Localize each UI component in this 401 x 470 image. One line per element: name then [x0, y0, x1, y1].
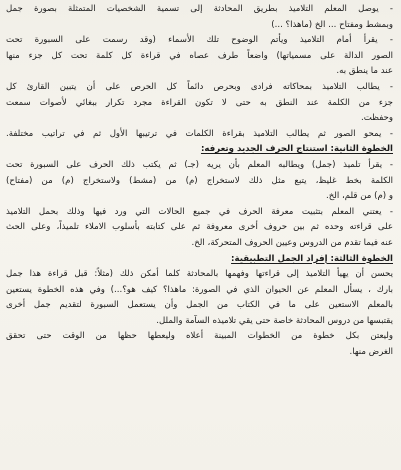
- text-line: الصور الدالة على مسمياتها) واضعاً طرف عصاه في قراءة كل كلمة تحت كل جزء منها: [6, 50, 393, 61]
- text-line: - يقرأ تلميذ (جمل) ويطالبه المعلم بأن يريه (جـ) ثم يكتب ذلك الحرف على السبورة تحت: [6, 159, 393, 170]
- text-line: وحفظت.: [360, 113, 393, 124]
- text-line: عنه فيما تقدم من الدروس وعيين الحروف المتحركة، الخ.: [191, 237, 393, 248]
- text-line: - يقرأ أمام التلاميذ ويأتم الوضوح تلك الأسماء (وقد رسمت على السبورة تحت: [6, 35, 393, 46]
- text-line: - يطالب التلاميذ بمحاكاته فرادى وبحرص دائماً كل الحرص على أن يتبين القارئ كل: [6, 81, 393, 92]
- text-line: على قراءته وحده ثم بين حروف أخرى معروفة ثم على كتابته بأسلوب الاملاء تلميذاً، وعلى الحث: [6, 222, 393, 233]
- text-line: الغرض منها.: [349, 347, 393, 358]
- text-line: يقتبسها من دروس المحادثة خاصة حتى يقي تلاميذه السآمة والملل.: [156, 315, 393, 326]
- text-line: - يمحو الصور ثم يطالب التلاميذ بقراءة الكلمات في ترتيبها الأول ثم في تراتيب مختلفة.: [6, 128, 393, 139]
- text-line: وبمشط ومفتاح ... الخ (ماهذا؟ ...): [271, 19, 393, 30]
- text-line: - يعتني المعلم بتثبيت معرفة الحرف في جميع الحالات التي ورد فيها وذلك بحمل التلاميذ: [6, 206, 393, 217]
- text-line: يحسن أن يهيأ التلاميذ إلى قراءتها وفهمها بالمحادثة كلما أمكن ذلك (مثلاً: قبل قراءة هذا جمل: [6, 269, 393, 280]
- text-line: بارك ، يسأل المعلم عن الحيوان الذي في الصورة: ماهذا؟ كيف هو؟...) وفي هذه الخطوة يستعين: [6, 284, 393, 295]
- text-line: الكلمة بخط غليظ، يتبع مثل ذلك لاستخراج (م) من (مشط) ولاستخراج (م) من (مفتاح): [6, 175, 393, 186]
- section-heading-step-two: الخطوة الثانية: استنتاج الحرف الجديد وتعرفه:: [200, 144, 393, 155]
- text-line: وليعتن بكل خطوة من الخطوات المبينة أعلاه وليعطها حظها من الوقت حتى تحقق: [6, 331, 393, 342]
- text-line: - يوصل المعلم التلاميذ بطريق المحادثة إلى تسمية الشخصيات المتمثلة بصورة جمل: [6, 4, 393, 14]
- text-line: عند ما ينطق به.: [336, 66, 393, 77]
- section-heading-step-three: الخطوة الثالثة: إفراد الجمل التطبيقية:: [231, 253, 393, 264]
- text-line: بالمعلم الاستعين على ما في الكتاب من الجمل وأن يستعمل السبورة لتقديم جمل أخرى: [6, 300, 393, 311]
- text-line: جزء من الكلمة عند النطق به حتى لا تكون القراءة مجرد تكرار ببغائي لأصوات سمعت: [6, 97, 393, 108]
- text-line: و (م) من قلم، الخ.: [326, 191, 393, 202]
